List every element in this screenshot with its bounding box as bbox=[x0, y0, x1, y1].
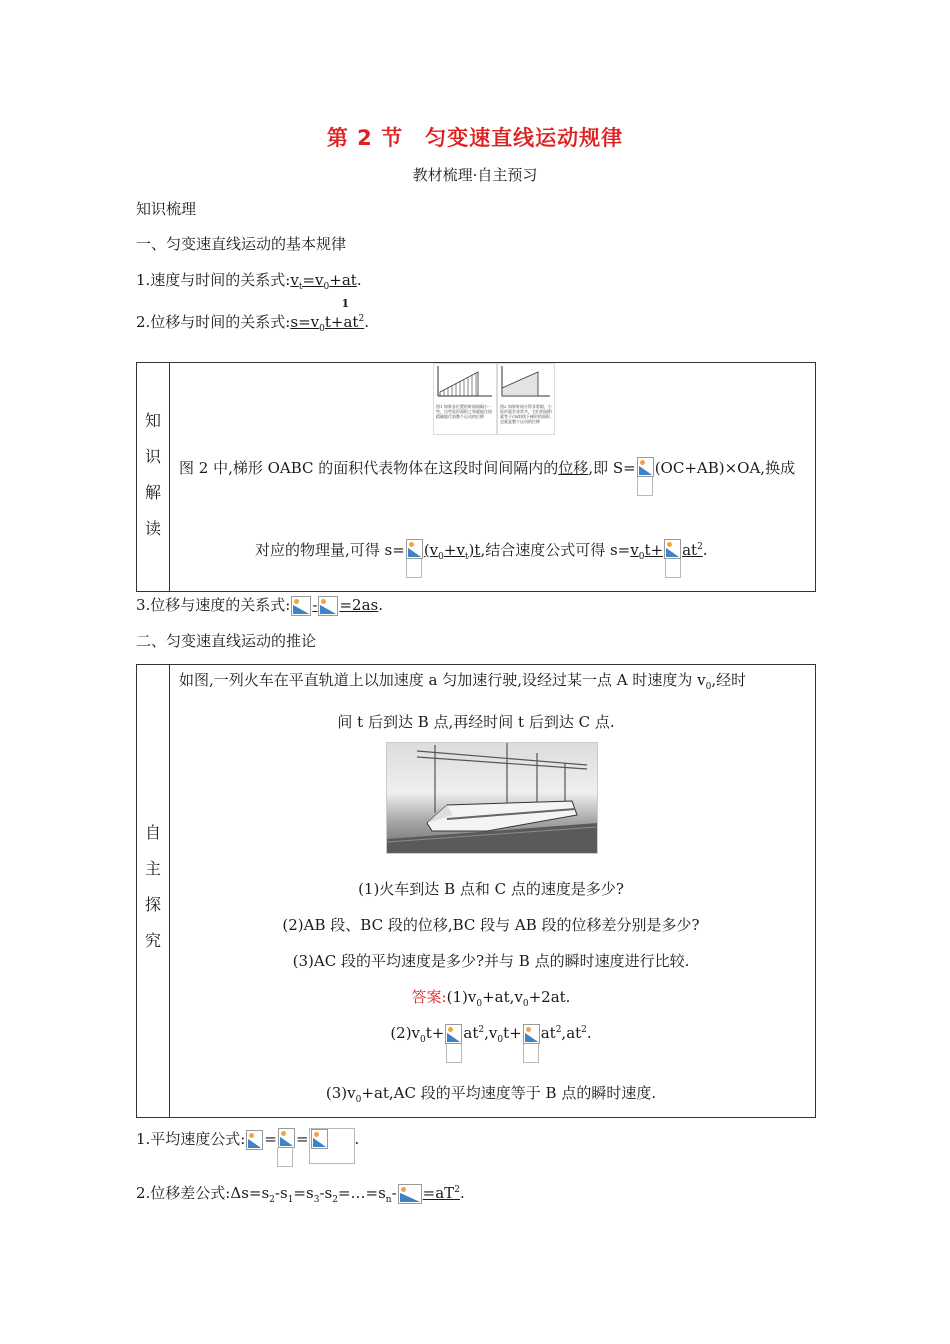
fraction-image-frame bbox=[309, 1128, 355, 1164]
fraction-image-icon bbox=[664, 539, 681, 559]
displacement-difference-formula: 2.位移差公式$:\Delta s=s_2-s_1=s_3-s_2=\dots=s_n- =aT^2$. bbox=[136, 1184, 465, 1205]
train-photo bbox=[386, 742, 598, 854]
answer-3: $(3)v_0+at,AC$ 段的平均速度等于 B 点的瞬时速度. bbox=[325, 1084, 657, 1105]
figure-1-caption: 图1 如果各位置的时间间隔小一些，这些矩形面积之和就能比较精确地代表整个运动的位移 bbox=[436, 404, 492, 419]
rectangles-graph bbox=[434, 364, 496, 400]
fraction-image-icon bbox=[445, 1024, 462, 1044]
answer-label: 答案 bbox=[411, 988, 442, 1006]
question-1: (1)火车到达 B 点和 C 点的速度是多少? bbox=[358, 880, 624, 898]
answer-2: $(2)v_0t+$ $at^2,v_0t+$ $at^2,at^2$. bbox=[168, 1024, 814, 1063]
page-title: 第 2 节 匀变速直线运动规律 bbox=[326, 126, 624, 150]
fraction-image-icon bbox=[523, 1024, 540, 1044]
average-velocity-image-icon bbox=[246, 1130, 263, 1150]
fraction-image-icon bbox=[637, 457, 654, 477]
interpretation-row-1: 图 2 中,梯形 OABC 的面积代表物体在这段时间间隔内的位移,即 S= (OC+AB)×OA,换成 bbox=[179, 457, 795, 496]
average-velocity-formula: 1.平均速度公式: = = . bbox=[136, 1128, 359, 1167]
fraction-image-icon bbox=[278, 1128, 295, 1148]
table-label: 知 识 解 读 bbox=[144, 411, 161, 538]
knowledge-interpretation-table bbox=[136, 362, 816, 592]
fraction-image-icon bbox=[406, 539, 423, 559]
table-label: 自 主 探 究 bbox=[144, 823, 161, 950]
displacement-velocity-formula: 3.位移与速度的关系式: - =2as. bbox=[136, 596, 383, 614]
high-speed-train-image bbox=[387, 743, 597, 853]
section-heading: 知识梳理 bbox=[136, 200, 197, 218]
fraction-numerator: 1 bbox=[341, 297, 350, 310]
figure-2-trapezoid bbox=[497, 363, 555, 435]
interpretation-row-2: 对应的物理量,可得 s= $(v_0+v_t)t$,结合速度公式可得 $s=v_0t+$ $at^2$. bbox=[255, 539, 708, 578]
trapezoid-graph bbox=[498, 364, 554, 400]
question-3: (3)AC 段的平均速度是多少?并与 B 点的瞬时速度进行比较. bbox=[292, 952, 690, 970]
figure-2-caption: 图2 如果时间分得非常细，小矩形就会非常多，它们的面积就等于CB斜线下梯形的面积,也就是整个运动的位移 bbox=[500, 404, 552, 424]
answer-1: 答案$:(1)v_0+at,v_0+2at$. bbox=[411, 988, 571, 1009]
part-two-heading: 二、匀变速直线运动的推论 bbox=[136, 632, 317, 650]
fraction-image-icon bbox=[398, 1184, 422, 1204]
figure-1-rectangles bbox=[433, 363, 497, 435]
problem-statement-line-2: 间 t 后到达 B 点,再经时间 t 后到达 C 点. bbox=[337, 713, 615, 731]
displacement-time-formula: 2.位移与时间的关系式$:s=v_0t+$ 1 $at^2$. bbox=[136, 297, 369, 334]
question-2: (2)AB 段、BC 段的位移,BC 段与 AB 段的位移差分别是多少? bbox=[282, 916, 700, 934]
velocity-time-formula: 1.速度与时间的关系式$:v_t=v_0+at$. bbox=[136, 271, 362, 292]
page-subtitle: 教材梳理·自主预习 bbox=[412, 166, 538, 184]
velocity-squared-image-icon bbox=[291, 596, 311, 616]
fraction-image-icon bbox=[311, 1129, 328, 1149]
part-one-heading: 一、匀变速直线运动的基本规律 bbox=[136, 235, 347, 253]
velocity-squared-image-icon bbox=[318, 596, 338, 616]
problem-statement-line-1: 如图,一列火车在平直轨道上以加速度 a 匀加速行驶,设经过某一点 A 时速度为 $v_0$,经时 bbox=[179, 671, 747, 692]
